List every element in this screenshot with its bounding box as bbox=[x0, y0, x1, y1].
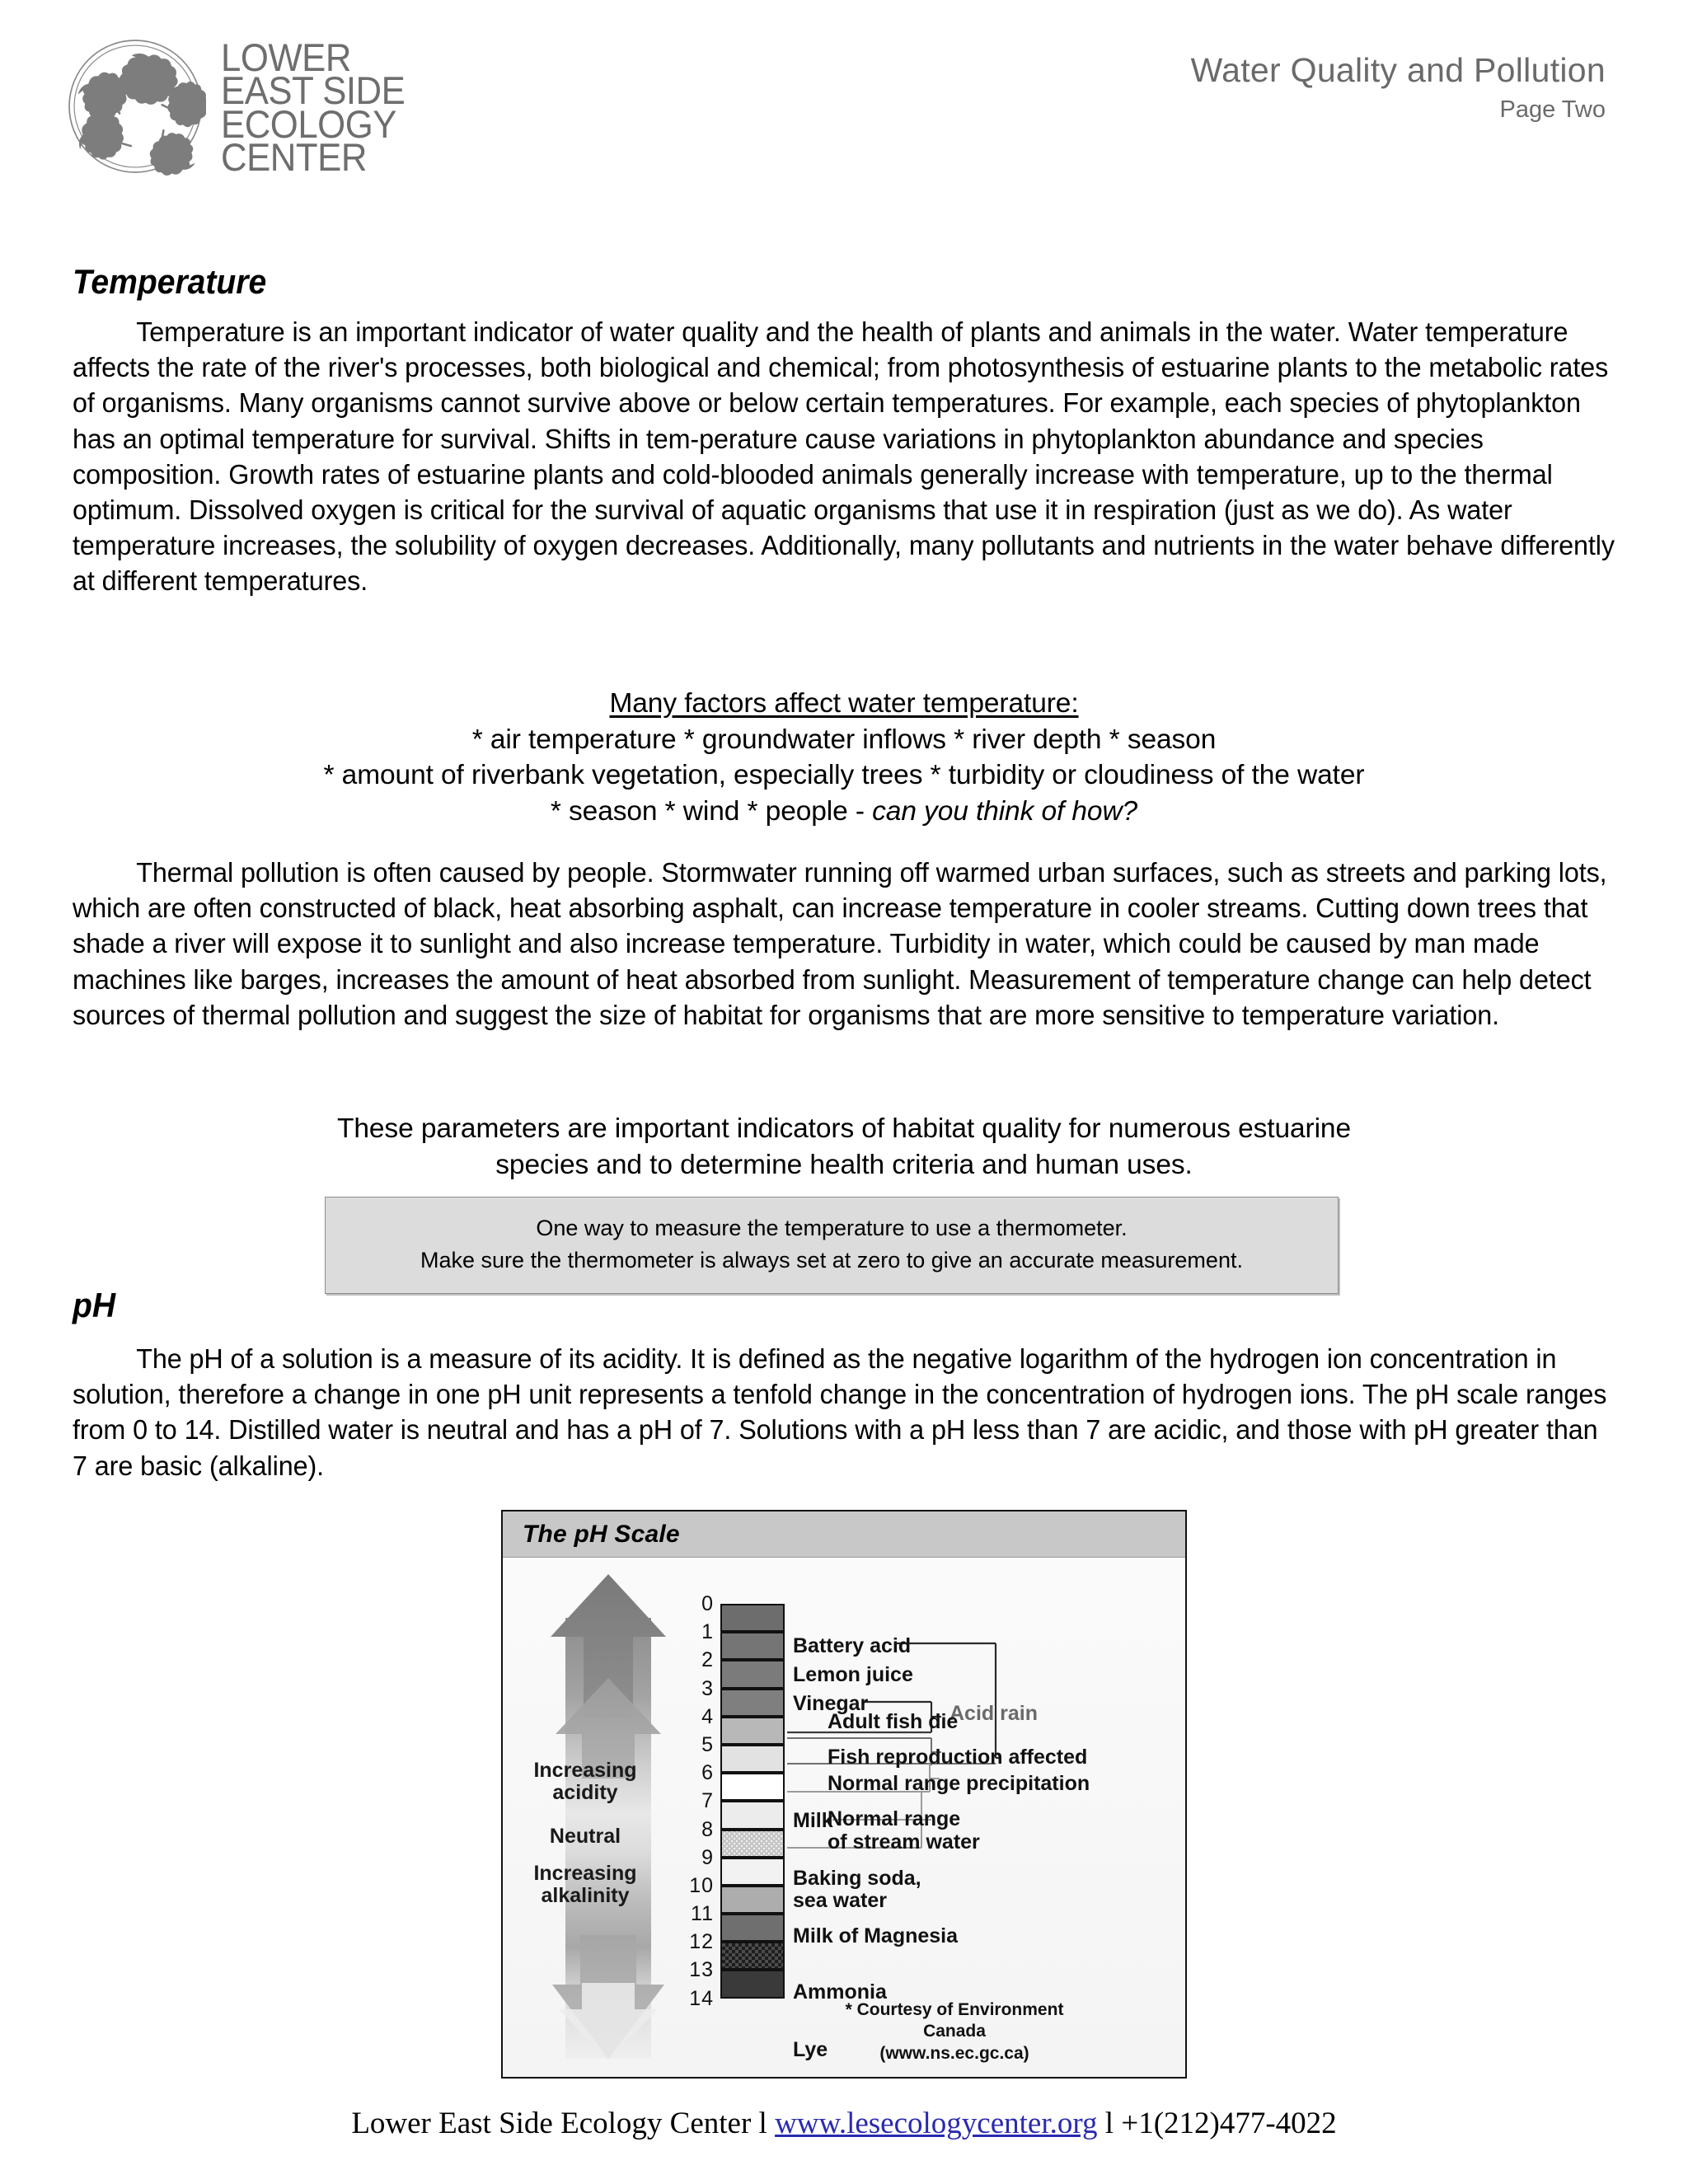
ph-swatch-2 bbox=[720, 1660, 785, 1688]
credit-line-1: * Courtesy of Environment Canada bbox=[845, 2000, 1064, 2041]
ph-range-label-acid-rain: Acid rain bbox=[950, 1702, 1038, 1725]
logo-line-3: ECOLOGY bbox=[221, 101, 396, 146]
ph-range-label-normal-range-precip: Normal range precipitation bbox=[828, 1772, 1090, 1795]
factors-line-3-italic: can you think of how? bbox=[872, 795, 1138, 827]
ph-swatch-12 bbox=[720, 1942, 785, 1970]
ph-tick: 4 bbox=[701, 1704, 714, 1728]
ph-label-milk-of-magnesia: Milk of Magnesia bbox=[793, 1924, 959, 1947]
logo-line-4: CENTER bbox=[221, 135, 367, 180]
ph-label-vinegar: Vinegar bbox=[793, 1692, 869, 1715]
ph-label-lye: Lye bbox=[793, 2038, 828, 2061]
temperature-heading: Temperature bbox=[73, 262, 267, 301]
ph-swatch-6 bbox=[720, 1773, 785, 1801]
page-header bbox=[0, 0, 1688, 206]
parameters-line-2: species and to determine health criteria and human uses. bbox=[495, 1149, 1193, 1180]
ph-range-label-normal-range-stream: Normal range bbox=[828, 1807, 961, 1830]
ph-swatch-5 bbox=[720, 1745, 785, 1773]
page-footer bbox=[0, 2106, 1688, 2141]
temperature-factors-block bbox=[73, 686, 1615, 829]
ph-tick: 1 bbox=[701, 1620, 714, 1644]
organization-logo bbox=[64, 33, 419, 180]
ph-swatch-11 bbox=[720, 1914, 785, 1942]
footer-website-link[interactable]: www.lesecologycenter.org bbox=[775, 2107, 1098, 2140]
ph-tick: 9 bbox=[701, 1845, 714, 1869]
ph-color-swatch-column bbox=[720, 1604, 785, 1999]
ph-swatch-9 bbox=[720, 1858, 785, 1886]
ph-tick: 10 bbox=[689, 1873, 714, 1897]
temperature-paragraph-wrap bbox=[73, 315, 1615, 600]
footer-org-name: Lower East Side Ecology Center bbox=[351, 2107, 752, 2140]
ph-section bbox=[73, 1286, 1622, 1325]
ph-tick: 12 bbox=[689, 1930, 714, 1954]
factors-line-2: * amount of riverbank vegetation, especially trees * turbidity or cloudiness of the water bbox=[323, 760, 1365, 791]
credit-line-2: (www.ns.ec.gc.ca) bbox=[879, 2043, 1029, 2063]
factors-line-3 bbox=[73, 794, 1615, 830]
ph-paragraph-wrap bbox=[73, 1342, 1615, 1484]
arrow-label-increasing-acidity: Increasing acidity bbox=[533, 1759, 637, 1804]
callout-line-1: One way to measure the temperature to use a thermometer. bbox=[536, 1216, 1128, 1240]
ph-tick: 3 bbox=[701, 1676, 714, 1700]
document-title: Water Quality and Pollution bbox=[1190, 51, 1606, 89]
document-title-block bbox=[1191, 51, 1606, 127]
ph-label-sea-water: sea water bbox=[793, 1889, 887, 1912]
factors-heading: Many factors affect water temperature: bbox=[609, 688, 1079, 719]
ph-label-milk: Milk bbox=[793, 1809, 833, 1832]
ph-swatch-0 bbox=[720, 1604, 785, 1632]
ph-tick: 5 bbox=[701, 1732, 714, 1756]
ph-tick: 11 bbox=[691, 1902, 714, 1926]
ph-swatch-8 bbox=[720, 1830, 785, 1858]
ph-range-label-adult-fish-die: Adult fish die bbox=[828, 1710, 959, 1733]
ph-range-label-fish-reproduction: Fish reproduction affected bbox=[828, 1746, 1088, 1769]
temperature-paragraph: Temperature is an important indicator of water quality and the health of plants and animals in the water. Water temperature affects the rate of the river's processes, both biological and chemical; from photosynthesis of estuarine plants to the metabolic rates of organisms. Many organisms cannot survive above or below certain temperatures. For example, each species of phytoplankton has an optimal temperature for survival. Shifts in tem-​perature cause variations in phytoplankton abundance and species composition. Growth rates of estuarine plants and cold-blooded animals generally increase with temperature, up to the thermal optimum. Dissolved oxygen is critical for the survival of aquatic organisms that use it in respiration (just as we do). As water temperature increases, the solubility of oxygen decreases. Additionally, many pollutants and nutrients in the water behave differently at different temperatures. bbox=[73, 317, 1615, 598]
factors-line-3-plain: * season * wind * people - bbox=[550, 795, 873, 827]
ph-tick: 7 bbox=[701, 1789, 714, 1813]
ph-tick-numbers bbox=[664, 1594, 714, 2017]
arrow-label-neutral: Neutral bbox=[549, 1825, 621, 1848]
ph-swatch-7 bbox=[720, 1801, 785, 1829]
ph-swatch-10 bbox=[720, 1886, 785, 1914]
ph-scale-credit bbox=[831, 1999, 1078, 2064]
parameters-line-1: These parameters are important indicators of habitat quality for numerous estuarine bbox=[337, 1113, 1351, 1144]
ph-swatch-4 bbox=[720, 1717, 785, 1745]
factors-line-1: * air temperature * groundwater inflows * river depth * season bbox=[471, 724, 1217, 755]
logo-line-2: EAST SIDE bbox=[221, 68, 406, 113]
callout-line-2: Make sure the thermometer is always set at zero to give an accurate measurement. bbox=[420, 1248, 1243, 1273]
ph-scale-figure bbox=[501, 1510, 1187, 2079]
ph-tick: 6 bbox=[701, 1761, 714, 1785]
ph-tick: 14 bbox=[689, 1986, 714, 2010]
ph-paragraph: The pH of a solution is a measure of its acidity. It is defined as the negative logarithm of the hydrogen ion concentration in solution, therefore a change in one pH unit represents a tenfold change in the concentration of hydrogen ions. The pH scale ranges from 0 to 14. Distilled water is neutral and has a pH of 7. Solutions with a pH less than 7 are acidic, and those with pH greater than 7 are basic (alkaline). bbox=[73, 1344, 1607, 1482]
ph-heading: pH bbox=[73, 1286, 116, 1324]
ph-tick: 0 bbox=[701, 1592, 714, 1615]
thermal-pollution-paragraph: Thermal pollution is often caused by people. Stormwater running off warmed urban surfaces, such as streets and parking lots, which are often constructed of black, heat absorbing asphalt, can increase temperature in cooler streams. Cutting down trees that shade a river will expose it to sunlight and also increase temperature. Turbidity in water, which could be caused by man made machines like barges, increases the amount of heat absorbed from sunlight. Measurement of temperature change can help detect sources of thermal pollution and suggest the size of habitat for organisms that are more sensitive to temperature variation. bbox=[73, 858, 1607, 1031]
ph-swatch-3 bbox=[720, 1689, 785, 1717]
ph-scale-body bbox=[503, 1558, 1185, 2077]
logo-line-1: LOWER bbox=[221, 35, 351, 79]
ph-swatch-13 bbox=[720, 1970, 785, 1998]
ph-tick: 2 bbox=[701, 1648, 714, 1672]
thermal-paragraph-wrap bbox=[73, 855, 1615, 1033]
arrow-label-increasing-alkalinity: Increasing alkalinity bbox=[533, 1862, 637, 1907]
ph-tick: 13 bbox=[689, 1958, 714, 1982]
ph-scale-figure-title: The pH Scale bbox=[503, 1511, 1185, 1558]
ph-range-label-normal-range-stream-2: of stream water bbox=[828, 1830, 980, 1854]
page-number-label: Page Two bbox=[1499, 96, 1606, 124]
ph-swatch-1 bbox=[720, 1632, 785, 1660]
footer-separator-1: l bbox=[751, 2107, 776, 2140]
footer-separator-2: l bbox=[1097, 2107, 1122, 2140]
thermometer-callout-box bbox=[325, 1197, 1339, 1294]
organization-name bbox=[221, 33, 406, 180]
ph-label-battery-acid: Battery acid bbox=[793, 1634, 912, 1657]
footer-phone: +1(212)477-4022 bbox=[1121, 2107, 1337, 2140]
ph-tick: 8 bbox=[701, 1817, 714, 1841]
ph-label-lemon-juice: Lemon juice bbox=[793, 1663, 913, 1686]
ph-label-baking-soda: Baking soda, bbox=[793, 1867, 921, 1890]
temperature-section bbox=[73, 262, 1622, 302]
ph-label-ammonia: Ammonia bbox=[793, 1980, 887, 2004]
oak-leaf-circle-logo-icon bbox=[64, 33, 206, 180]
parameters-block bbox=[73, 1111, 1615, 1183]
